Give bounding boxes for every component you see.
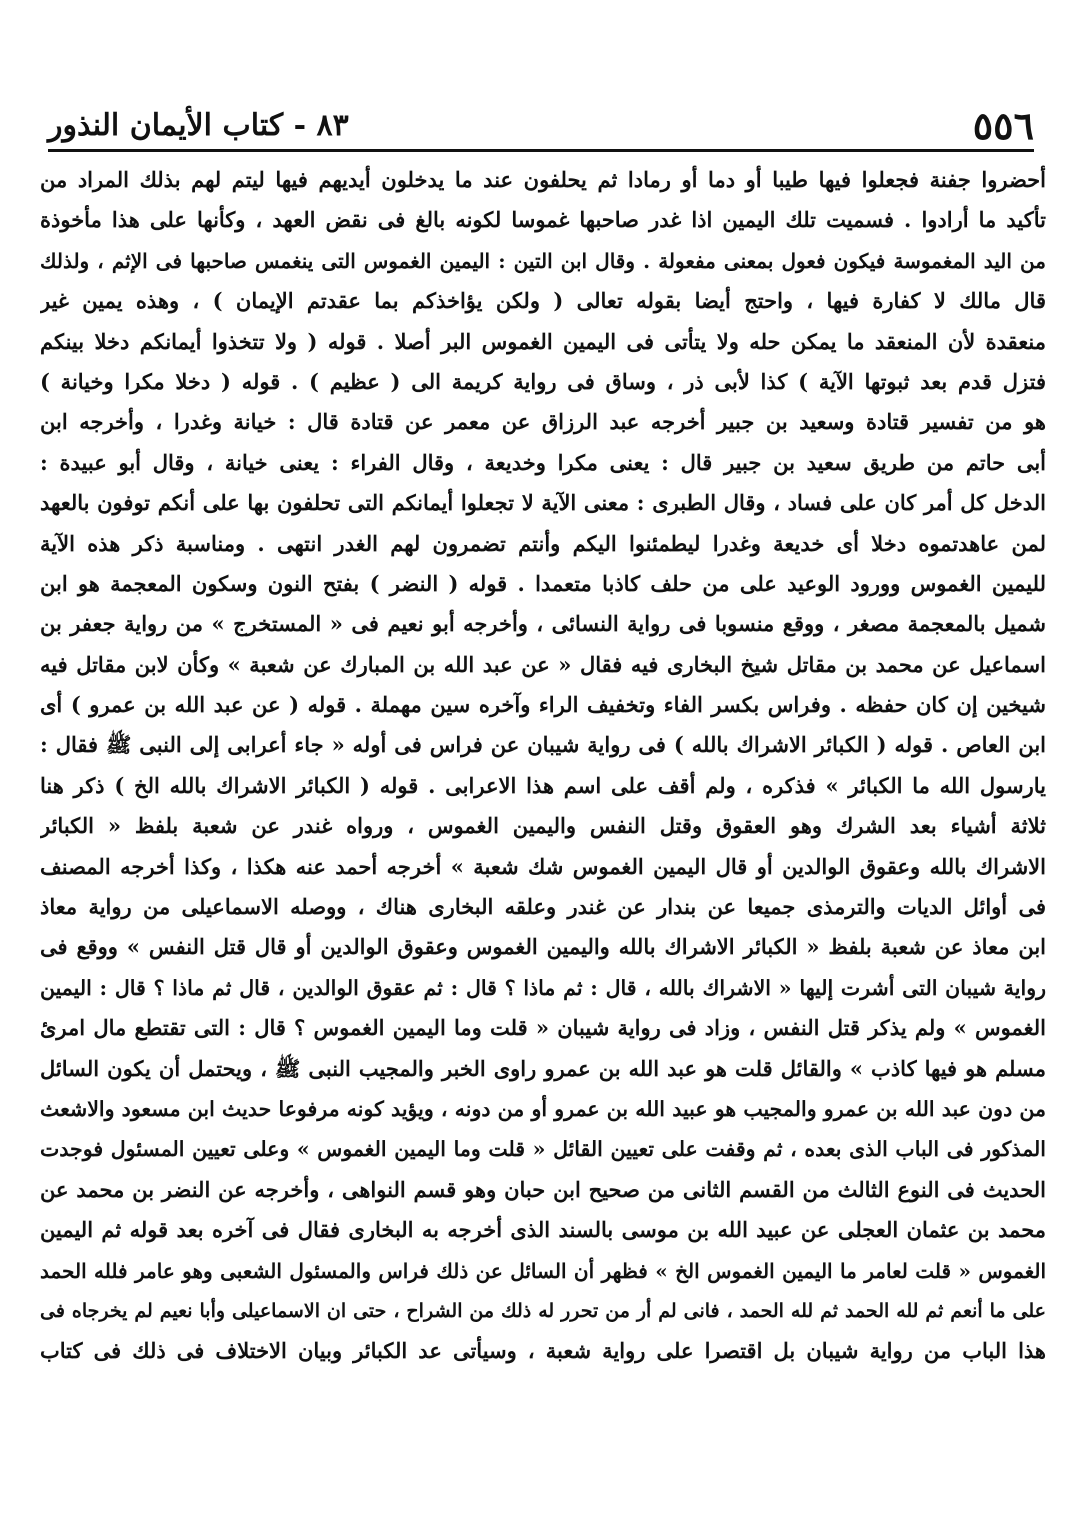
text-line: اسماعيل عن محمد بن مقاتل شيخ البخارى فيه فقال « عن عبد الله بن المبارك عن شعبة » وكأن لابن مقاتل فيه	[40, 651, 1046, 677]
text-line: هذا الباب من رواية شيبان بل اقتصرا على رواية شعبة ، وسيأتى عد الكبائر وبيان الاختلاف فى ذلك فى كتاب	[40, 1338, 1046, 1364]
text-line: مسلم هو فيها كاذب » والقائل قلت هو عبد الله بن عمرو راوى الخبر والمجيب النبى ﷺ ، ويحتمل أن يكون السائل	[40, 1055, 1046, 1081]
text-line: شميل بالمعجمة مصغر ، ووقع منسوبا فى رواية النسائى ، وأخرجه أبو نعيم فى « المستخرج » من رواية جعفر بن	[40, 611, 1046, 637]
body-text	[40, 160, 1046, 1372]
text-line: فتزل قدم بعد ثبوتها الآية ) كذا لأبى ذر ، وساق فى رواية كريمة الى ( عظيم ) . قوله ( دخلا مكرا وخيانة )	[40, 368, 1046, 394]
text-line: أحضروا جفنة فجعلوا فيها طيبا أو دما أو رمادا ثم يحلفون عند ما يدخلون أيديهم فيها ليتم لهم بذلك المراد من	[40, 167, 1046, 192]
text-line: يارسول الله ما الكبائر » فذكره ، ولم أقف على اسم هذا الاعرابى . قوله ( الكبائر الاشراك بالله الخ ) ذكر هنا	[40, 772, 1046, 798]
text-line: قال مالك لا كفارة فيها ، واحتج أيضا بقوله تعالى ( ولكن يؤاخذكم بما عقدتم الإيمان ) ، وهذه يمين غير	[40, 288, 1046, 314]
text-line: محمد بن عثمان العجلى عن عبيد الله بن موسى بالسند الذى أخرجه به البخارى فقال فى آخره بعد قوله ثم اليمين	[40, 1217, 1046, 1243]
text-line: لمن عاهدتموه دخلا أى خديعة وغدرا ليطمئنوا اليكم وأنتم تضمرون لهم الغدر انتهى . ومناسبة ذكر هذه الآية	[40, 530, 1046, 556]
text-line: الغموس » ولم يذكر قتل النفس ، وزاد فى رواية شيبان « قلت وما اليمين الغموس ؟ قال : التى تقتطع مال امرئ	[40, 1015, 1046, 1041]
text-line: هو من تفسير قتادة وسعيد بن جبير أخرجه عبد الرزاق عن معمر عن قتادة قال : خيانة وغدرا ، وأخرجه ابن	[40, 409, 1046, 435]
text-line: أبى حاتم من طريق سعيد بن جبير قال : يعنى مكرا وخديعة ، وقال الفراء : يعنى خيانة ، وقال أبو عبيدة :	[40, 449, 1046, 475]
text-line: ابن معاذ عن شعبة بلفظ « الكبائر الاشراك بالله واليمين الغموس وعقوق الوالدين أو قال قتل النفس » ووقع فى	[40, 934, 1046, 960]
text-line: من دون عبد الله بن عمرو والمجيب هو عبيد الله بن عمرو أو من دونه ، ويؤيد كونه مرفوعا حديث ابن مسعود والاشعث	[40, 1096, 1046, 1121]
text-line: الاشراك بالله وعقوق الوالدين أو قال اليمين الغموس شك شعبة » أخرجه أحمد عنه هكذا ، وكذا أخرجه المصنف	[40, 853, 1046, 879]
text-line: ابن العاص . قوله ( الكبائر الاشراك بالله ) فى رواية شيبان عن فراس فى أوله « جاء أعرابى إلى النبى ﷺ فقال :	[40, 732, 1046, 758]
text-line: الدخل كل أمر كان على فساد ، وقال الطبرى : معنى الآية لا تجعلوا أيمانكم التى تحلفون بها على أنكم توفون بالعهد	[40, 490, 1046, 516]
page-header	[48, 103, 1034, 152]
text-line: لليمين الغموس وورود الوعيد على من حلف كاذبا متعمدا . قوله ( النضر ) بفتح النون وسكون المعجمة هو ابن	[40, 570, 1046, 596]
text-line: شيخين إن كان حفظه . وفراس بكسر الفاء وتخفيف الراء وآخره سين مهملة . قوله ( عن عبد الله بن عمرو ) أى	[40, 692, 1046, 718]
text-line: منعقدة لأن المنعقد ما يمكن حله ولا يتأتى فى اليمين الغموس البر أصلا . قوله ( ولا تتخذوا أيمانكم دخلا بينكم	[40, 328, 1046, 354]
text-line: الحديث فى النوع الثالث من القسم الثانى من صحيح ابن حبان وهو قسم النواهى ، وأخرجه عن النضر بن محمد عن	[40, 1176, 1046, 1202]
text-line: من اليد المغموسة فيكون فعول بمعنى مفعولة . وقال ابن التين : اليمين الغموس التى ينغمس صاحبها فى الإثم ، ولذلك	[40, 248, 1046, 273]
text-line: الغموس « قلت لعامر ما اليمين الغموس الخ » فظهر أن السائل عن ذلك فراس والمسئول الشعبى وهو عامر فلله الحمد	[40, 1258, 1046, 1283]
text-line: ثلاثة أشياء بعد الشرك وهو العقوق وقتل النفس واليمين الغموس ، ورواه غندر عن شعبة بلفظ « الكبائر	[40, 813, 1046, 839]
text-line: المذكور فى الباب الذى بعده ، ثم وقفت على تعيين القائل « قلت وما اليمين الغموس » وعلى تعيين المسئول فوجدت	[40, 1137, 1046, 1162]
header-rule	[48, 149, 1034, 152]
page-number: ٥٥٦	[972, 103, 1034, 148]
text-line: فى أوائل الديات والترمذى جميعا عن بندار عن غندر وعلقه البخارى هناك ، ووصله الاسماعيلى من رواية معاذ	[40, 894, 1046, 920]
text-line: تأكيد ما أرادوا . فسميت تلك اليمين اذا غدر صاحبها غموسا لكونه بالغ فى نقض العهد ، وكأنها على هذا مأخوذة	[40, 207, 1046, 233]
chapter-title: ٨٣ - كتاب الأيمان النذور	[48, 108, 349, 143]
text-line: على ما أنعم ثم لله الحمد ثم لله الحمد ، فانى لم أر من تحرر له ذلك من الشراح ، حتى ان الاسماعيلى وأبا نعيم لم يخرجاه فى	[40, 1299, 1046, 1322]
text-line: رواية شيبان التى أشرت إليها « الاشراك بالله ، قال : ثم ماذا ؟ قال : ثم عقوق الوالدين ، قال ثم ماذا ؟ قال : اليمين	[40, 975, 1046, 1000]
